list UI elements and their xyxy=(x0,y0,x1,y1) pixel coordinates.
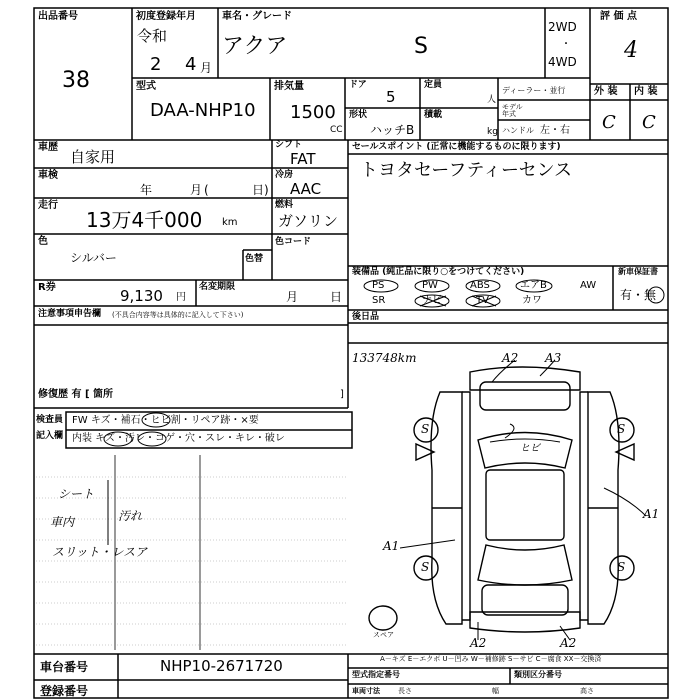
reg-no-label: 登録番号 xyxy=(40,684,89,698)
type-designation-label: 型式指定番号 xyxy=(352,670,400,679)
car-name-label: 車名・グレード xyxy=(222,11,292,22)
first-reg-label: 初度登録年月 xyxy=(136,11,196,22)
warranty-value: 有・無 xyxy=(620,288,657,302)
ac-label: 冷房 xyxy=(275,170,294,180)
spare-label: スペア xyxy=(373,631,394,639)
color-code-label: 色コード xyxy=(275,237,312,247)
displacement: 1500 xyxy=(290,102,336,123)
tax-label: 名変期限 xyxy=(199,282,236,292)
tire-mark-rl: S xyxy=(421,560,430,574)
int-score: C xyxy=(642,112,656,133)
reg-year: 2 xyxy=(150,54,162,75)
inspection-day-unit: 日) xyxy=(252,183,269,197)
equip-navi: ナビ xyxy=(422,295,442,306)
note-dirt: 汚れ xyxy=(118,509,143,523)
int-label: 内 装 xyxy=(634,86,658,97)
equip-leather: カワ xyxy=(522,295,542,306)
mileage-label: 走行 xyxy=(38,200,58,211)
handle-label: ハンドル xyxy=(502,126,534,135)
shape-label: 形状 xyxy=(349,110,368,120)
cc-unit: CC xyxy=(330,125,343,135)
handwritten-mileage: 133748km xyxy=(352,351,417,365)
ac-value: AAC xyxy=(290,180,322,198)
mileage-value: 13万4千000 xyxy=(86,208,203,232)
tax-month: 月 xyxy=(286,290,299,304)
equip-pw: PW xyxy=(422,280,438,291)
equipment-label: 装備品 (純正品に限り○をつけてください) xyxy=(352,267,525,277)
capacity-label: 定員 xyxy=(424,80,443,90)
recycle-label: R券 xyxy=(38,282,56,293)
model-code: DAA-NHP10 xyxy=(150,100,256,121)
color-value: シルバー xyxy=(70,251,117,265)
color-label: 色 xyxy=(38,236,48,247)
load-label: 積載 xyxy=(424,110,443,120)
drive-separator: ・ xyxy=(561,39,571,50)
lot-label: 出品番号 xyxy=(38,11,78,22)
equip-airbag: エアB xyxy=(520,280,547,291)
note-interior: 車内 xyxy=(50,515,75,529)
height-label: 高さ xyxy=(580,687,594,695)
ruled-lines xyxy=(36,477,346,645)
shape: ハッチB xyxy=(370,123,415,137)
kg-unit: kg xyxy=(487,127,498,137)
car-diagram xyxy=(369,367,634,632)
inspection-year-unit: 年 xyxy=(140,183,153,197)
mark-front-a2: A2 xyxy=(502,351,519,365)
chassis-label: 車台番号 xyxy=(40,660,89,674)
handle-value: 左・右 xyxy=(540,125,570,136)
inspector-label-2: 記入欄 xyxy=(36,431,64,441)
tax-day: 日 xyxy=(330,290,343,304)
sales-point-label: セールスポイント (正常に機能するものに限ります) xyxy=(352,142,561,152)
era: 令和 xyxy=(137,27,168,45)
equipment-circles xyxy=(364,280,664,307)
inspection-month-unit: 月 xyxy=(190,183,203,197)
inspector-label-1: 検査員 xyxy=(36,415,64,425)
shift-value: FAT xyxy=(290,150,316,168)
warranty-label: 新車保証書 xyxy=(618,267,658,276)
fuel-value: ガソリン xyxy=(278,212,339,230)
score-value: 4 xyxy=(624,38,638,63)
equip-ps: PS xyxy=(372,280,385,291)
equip-sr: SR xyxy=(372,295,386,306)
mark-rear-a2-right: A2 xyxy=(560,636,577,650)
mark-left-a1: A1 xyxy=(383,539,400,553)
car-name: アクア xyxy=(222,34,288,59)
mark-right-a1: A1 xyxy=(643,507,660,521)
repair-close: ] xyxy=(340,389,344,400)
dealer-label: ディーラー・並行 xyxy=(502,86,566,95)
fuel-label: 燃料 xyxy=(275,200,294,210)
repair-label: 修復歴 有 [ 箇所 xyxy=(38,389,114,400)
history-label: 車歴 xyxy=(38,142,58,153)
note-crack: ヒビ xyxy=(520,443,540,454)
history-value: 自家用 xyxy=(70,148,116,166)
drive-4wd: 4WD xyxy=(548,55,577,69)
width-label: 幅 xyxy=(492,687,499,695)
mark-rear-a2-left: A2 xyxy=(470,636,487,650)
equip-aw: AW xyxy=(580,280,597,291)
inspection-label: 車検 xyxy=(38,170,58,181)
tire-mark-fr: S xyxy=(617,422,626,436)
reg-month-unit: 月 xyxy=(200,61,213,75)
note-seat: シート xyxy=(58,487,95,501)
length-label: 長さ xyxy=(398,687,412,695)
reg-month: 4 xyxy=(185,54,197,75)
km-unit: km xyxy=(222,217,238,228)
ext-label: 外 装 xyxy=(594,86,618,97)
category-label: 類別区分番号 xyxy=(514,670,562,679)
lot-number: 38 xyxy=(62,68,90,93)
dims-label: 車両寸法 xyxy=(352,687,380,695)
doors: 5 xyxy=(386,88,396,106)
drive-2wd: 2WD xyxy=(548,20,577,34)
ext-score: C xyxy=(602,112,616,133)
yen-unit: 円 xyxy=(176,292,186,303)
recycle-value: 9,130 xyxy=(120,287,163,305)
sales-point-value: トヨタセーフティーセンス xyxy=(360,160,573,181)
shift-label: シフト xyxy=(275,140,303,150)
grade: S xyxy=(414,34,428,59)
caution-note: (不具合内容等は具体的に記入して下さい) xyxy=(112,311,244,319)
model-label: 型式 xyxy=(136,81,156,92)
inspection-row-1: FW キズ・補石・ヒビ割・リペア跡・×要 xyxy=(72,415,259,426)
person-unit: 人 xyxy=(487,95,497,105)
equip-abs: ABS xyxy=(470,280,490,291)
model-year-label: モデル年式 xyxy=(502,103,523,118)
inspection-row-2: 内装 キズ・汚レ・コゲ・穴・スレ・キレ・破レ xyxy=(72,433,285,444)
note-slit: スリット・レスア xyxy=(52,545,148,559)
tire-mark-fl: S xyxy=(421,422,430,436)
doors-label: ドア xyxy=(349,80,367,90)
chassis-number: NHP10-2671720 xyxy=(160,657,283,675)
after-items-label: 後日品 xyxy=(352,312,380,322)
caution-label: 注意事項申告欄 xyxy=(38,309,102,319)
damage-legend: A－キズ E－エクボ U－凹み W－補修跡 S－サビ C－腐食 XX－交換済 xyxy=(380,655,602,663)
displacement-label: 排気量 xyxy=(274,81,304,92)
color-change-label: 色替 xyxy=(245,254,264,264)
inspection-paren: ( xyxy=(204,183,209,197)
spare-tire-icon xyxy=(369,606,397,630)
tire-mark-rr: S xyxy=(617,560,626,574)
score-label: 評 価 点 xyxy=(600,11,637,22)
equip-tv: TV xyxy=(476,295,489,306)
mark-front-a3: A3 xyxy=(545,351,562,365)
